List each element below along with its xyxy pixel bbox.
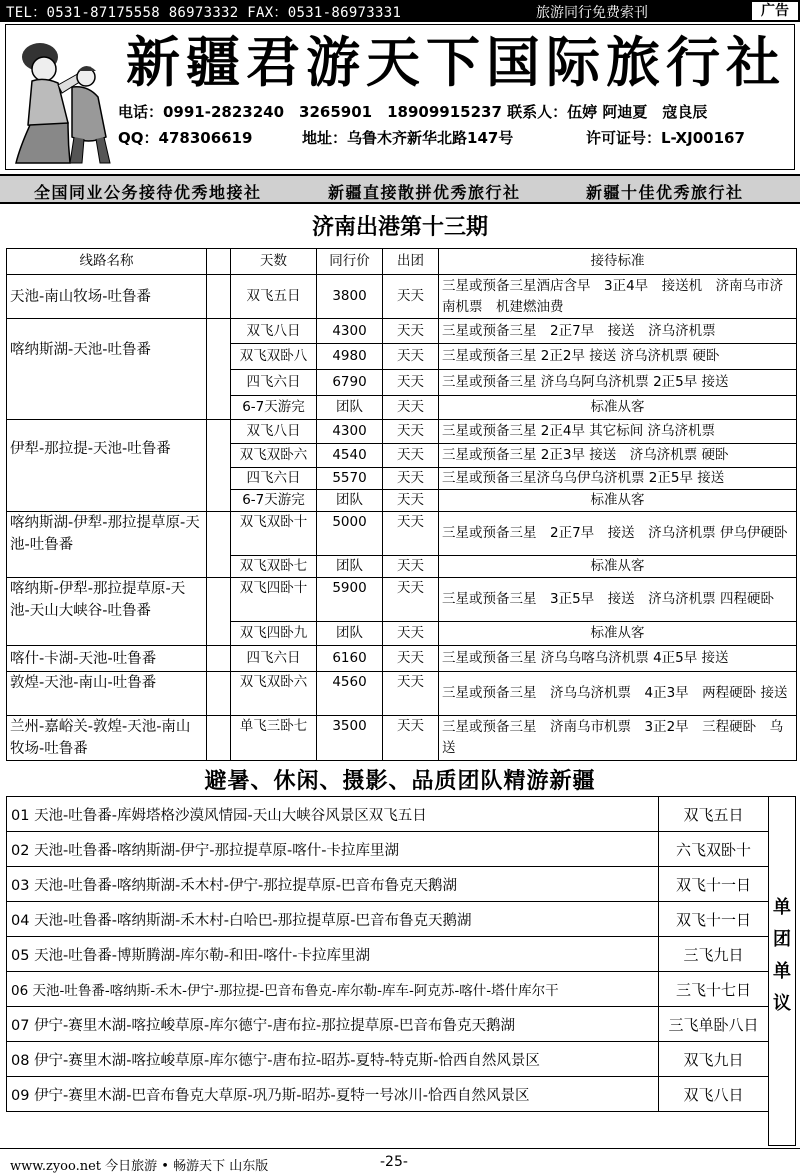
side-note-char: 团 [773, 929, 791, 950]
tour-number: 04 [11, 912, 30, 929]
price-cell: 团队 [317, 556, 383, 578]
price-cell: 4540 [317, 444, 383, 468]
tour-days: 三飞十七日 [659, 972, 769, 1007]
price-cell: 团队 [317, 396, 383, 420]
tour-days: 双飞五日 [659, 797, 769, 832]
tour-number: 08 [11, 1052, 30, 1069]
section-title: 济南出港第十三期 [311, 215, 488, 240]
price-cell: 5900 [317, 578, 383, 622]
depart-cell: 天天 [383, 672, 439, 716]
dancer-illustration-icon [10, 27, 122, 167]
depart-cell: 天天 [383, 468, 439, 490]
table-row [7, 716, 797, 761]
tour-number: 02 [11, 842, 30, 859]
standard-cell: 三星或预备三星 2正7早 接送 济乌济机票 伊乌伊硬卧 [439, 512, 797, 556]
route-spacer [207, 716, 231, 761]
table-row [7, 867, 769, 902]
standard-cell: 三星或预备三星 济南乌市机票 3正2早 三程硬卧 乌送 [439, 716, 797, 761]
table-header-row [7, 249, 797, 275]
tour-number: 09 [11, 1087, 30, 1104]
route-name: 喀纳斯-伊犁-那拉提草原-天池-天山大峡谷-吐鲁番 [7, 578, 207, 646]
standard-cell: 三星或预备三星 2正7早 接送 济乌济机票 [439, 319, 797, 344]
depart-cell: 天天 [383, 556, 439, 578]
standard-cell: 标准从客 [439, 490, 797, 512]
side-note-char: 单 [773, 961, 791, 982]
standard-cell: 三星或预备三星 济乌乌济机票 4正3早 两程硬卧 接送 [439, 672, 797, 716]
price-cell: 团队 [317, 622, 383, 646]
column-header: 同行价 [317, 249, 383, 275]
days-cell: 单飞三卧七 [231, 716, 317, 761]
table-row [7, 832, 769, 867]
price-cell: 4300 [317, 319, 383, 344]
standard-cell: 三星或预备三星 2正4早 其它标间 济乌济机票 [439, 420, 797, 444]
group-tours-table [6, 796, 769, 1112]
days-cell: 双飞五日 [231, 275, 317, 319]
price-cell: 4300 [317, 420, 383, 444]
depart-cell: 天天 [383, 275, 439, 319]
standard-cell: 三星或预备三星 2正2早 接送 济乌济机票 硬卧 [439, 344, 797, 370]
days-cell: 双飞双卧七 [231, 556, 317, 578]
tour-route-text: 天池-吐鲁番-喀纳斯湖-伊宁-那拉提草原-喀什-卡拉库里湖 [34, 842, 399, 859]
route-spacer [207, 672, 231, 716]
column-spacer [207, 249, 231, 275]
depart-cell: 天天 [383, 420, 439, 444]
column-header: 出团 [383, 249, 439, 275]
days-cell: 双飞八日 [231, 420, 317, 444]
table-row [7, 1042, 769, 1077]
tour-route-text: 伊宁-赛里木湖-喀拉峻草原-库尔德宁-唐布拉-昭苏-夏特-特克斯-恰西自然风景区 [34, 1052, 540, 1069]
side-note-char: 单 [773, 897, 791, 918]
side-note-char: 议 [773, 993, 791, 1014]
tour-route [7, 937, 659, 972]
standard-cell: 三星或预备三星 3正5早 接送 济乌济机票 四程硬卧 [439, 578, 797, 622]
tour-number: 03 [11, 877, 30, 894]
tour-number: 01 [11, 807, 30, 824]
price-cell: 6790 [317, 370, 383, 396]
column-header: 接待标准 [439, 249, 797, 275]
table-row [7, 420, 797, 444]
days-cell: 双飞双卧六 [231, 672, 317, 716]
standard-cell: 三星或预备三星 济乌乌阿乌济机票 2正5早 接送 [439, 370, 797, 396]
tour-route-text: 天池-吐鲁番-喀纳斯湖-禾木村-伊宁-那拉提草原-巴音布鲁克天鹅湖 [34, 877, 457, 894]
tour-route [7, 1007, 659, 1042]
tour-days: 双飞十一日 [659, 867, 769, 902]
days-cell: 四飞六日 [231, 468, 317, 490]
price-cell: 团队 [317, 490, 383, 512]
table-row [7, 1007, 769, 1042]
contact-numbers: TEL：0531-87175558 86973332 FAX：0531-86973331 [6, 5, 402, 21]
honor-item: 全国同业公务接待优秀地接社 [34, 183, 262, 202]
tour-route [7, 1042, 659, 1077]
tour-route-text: 天池-吐鲁番-喀纳斯-禾木-伊宁-那拉提-巴音布鲁克-库尔勒-库车-阿克苏-喀什-塔什库尔干 [32, 983, 559, 999]
price-cell: 4560 [317, 672, 383, 716]
standard-cell: 三星或预备三星 2正3早 接送 济乌济机票 硬卧 [439, 444, 797, 468]
days-cell: 双飞双卧十 [231, 512, 317, 556]
ad-label: 广告 [750, 0, 800, 22]
tour-route-text: 天池-吐鲁番-博斯腾湖-库尔勒-和田-喀什-卡拉库里湖 [34, 947, 370, 964]
table-row [7, 902, 769, 937]
tour-route-text: 伊宁-赛里木湖-巴音布鲁克大草原-巩乃斯-昭苏-夏特一号冰川-恰西自然风景区 [34, 1087, 530, 1104]
days-cell: 四飞六日 [231, 646, 317, 672]
honor-item: 新疆十佳优秀旅行社 [586, 183, 744, 202]
depart-cell: 天天 [383, 716, 439, 761]
days-cell: 双飞双卧八 [231, 344, 317, 370]
days-cell: 6-7天游完 [231, 490, 317, 512]
route-spacer [207, 319, 231, 420]
honors-banner [0, 174, 800, 204]
route-spacer [207, 512, 231, 578]
route-name: 喀什-卡湖-天池-吐鲁番 [7, 646, 207, 672]
depart-cell: 天天 [383, 646, 439, 672]
section-title: 避暑、休闲、摄影、品质团队精游新疆 [204, 769, 596, 794]
tour-route [7, 972, 659, 1007]
table-row [7, 646, 797, 672]
days-cell: 双飞四卧九 [231, 622, 317, 646]
phone-contacts: 电话：0991-2823240 3265901 18909915237 联系人：伍婷 阿迪夏 寇良辰 [118, 103, 708, 121]
depart-cell: 天天 [383, 344, 439, 370]
tour-route [7, 797, 659, 832]
table-row [7, 578, 797, 622]
tour-number: 05 [11, 947, 30, 964]
address: 地址：乌鲁木齐新华北路147号 [302, 129, 514, 147]
route-name: 敦煌-天池-南山-吐鲁番 [7, 672, 207, 716]
table-row [7, 1077, 769, 1112]
price-cell: 3800 [317, 275, 383, 319]
route-name: 天池-南山牧场-吐鲁番 [7, 275, 207, 319]
routes-table [6, 248, 797, 761]
price-cell: 3500 [317, 716, 383, 761]
price-cell: 5000 [317, 512, 383, 556]
price-cell: 6160 [317, 646, 383, 672]
tour-number: 07 [11, 1017, 30, 1034]
table-row [7, 972, 769, 1007]
tour-route [7, 1077, 659, 1112]
standard-cell: 三星或预备三星 济乌乌喀乌济机票 4正5早 接送 [439, 646, 797, 672]
depart-cell: 天天 [383, 622, 439, 646]
standard-cell: 三星或预备三星济乌乌伊乌济机票 2正5早 接送 [439, 468, 797, 490]
price-cell: 4980 [317, 344, 383, 370]
depart-cell: 天天 [383, 396, 439, 420]
days-cell: 双飞八日 [231, 319, 317, 344]
footer-site: www.zyoo.net 今日旅游 • 畅游天下 山东版 [10, 1159, 269, 1174]
tour-number: 06 [11, 983, 29, 999]
page-number: -25- [380, 1154, 408, 1170]
standard-cell: 标准从客 [439, 556, 797, 578]
tour-route-text: 天池-吐鲁番-喀纳斯湖-禾木村-白哈巴-那拉提草原-巴音布鲁克天鹅湖 [34, 912, 472, 929]
table-row [7, 672, 797, 716]
standard-cell: 标准从客 [439, 396, 797, 420]
tagline: 旅游同行免费索刊 [536, 5, 648, 21]
price-cell: 5570 [317, 468, 383, 490]
table-row [7, 937, 769, 972]
days-cell: 6-7天游完 [231, 396, 317, 420]
qq-number: QQ：478306619 [118, 129, 253, 147]
tour-route [7, 867, 659, 902]
license-number: 许可证号：L-XJ00167 [586, 129, 745, 147]
route-name: 兰州-嘉峪关-敦煌-天池-南山牧场-吐鲁番 [7, 716, 207, 761]
depart-cell: 天天 [383, 370, 439, 396]
route-spacer [207, 420, 231, 512]
table-row [7, 512, 797, 556]
days-cell: 双飞四卧十 [231, 578, 317, 622]
route-name: 伊犁-那拉提-天池-吐鲁番 [7, 420, 207, 512]
tour-days: 三飞单卧八日 [659, 1007, 769, 1042]
tour-days: 双飞九日 [659, 1042, 769, 1077]
table-row [7, 275, 797, 319]
tour-days: 六飞双卧十 [659, 832, 769, 867]
agency-name: 新疆君游天下国际旅行社 [126, 30, 786, 94]
days-cell: 四飞六日 [231, 370, 317, 396]
tour-route-text: 天池-吐鲁番-库姆塔格沙漠风情园-天山大峡谷风景区双飞五日 [34, 807, 427, 824]
route-name: 喀纳斯湖-伊犁-那拉提草原-天池-吐鲁番 [7, 512, 207, 578]
table-row [7, 319, 797, 344]
tour-days: 三飞九日 [659, 937, 769, 972]
price-negotiable-note [768, 796, 796, 1146]
standard-cell: 标准从客 [439, 622, 797, 646]
tour-days: 双飞八日 [659, 1077, 769, 1112]
tour-route-text: 伊宁-赛里木湖-喀拉峻草原-库尔德宁-唐布拉-那拉提草原-巴音布鲁克天鹅湖 [34, 1017, 515, 1034]
depart-cell: 天天 [383, 512, 439, 556]
days-cell: 双飞双卧六 [231, 444, 317, 468]
depart-cell: 天天 [383, 444, 439, 468]
route-spacer [207, 578, 231, 646]
table-row [7, 797, 769, 832]
top-bar [0, 0, 800, 22]
tour-route [7, 832, 659, 867]
depart-cell: 天天 [383, 578, 439, 622]
agency-header [5, 24, 795, 170]
honor-item: 新疆直接散拼优秀旅行社 [328, 183, 521, 202]
route-spacer [207, 275, 231, 319]
page-footer [0, 1148, 800, 1173]
depart-cell: 天天 [383, 319, 439, 344]
tour-days: 双飞十一日 [659, 902, 769, 937]
route-spacer [207, 646, 231, 672]
column-header: 线路名称 [7, 249, 207, 275]
column-header: 天数 [231, 249, 317, 275]
standard-cell: 三星或预备三星酒店含早 3正4早 接送机 济南乌市济南机票 机建燃油费 [439, 275, 797, 319]
tour-route [7, 902, 659, 937]
depart-cell: 天天 [383, 490, 439, 512]
route-name: 喀纳斯湖-天池-吐鲁番 [7, 319, 207, 420]
